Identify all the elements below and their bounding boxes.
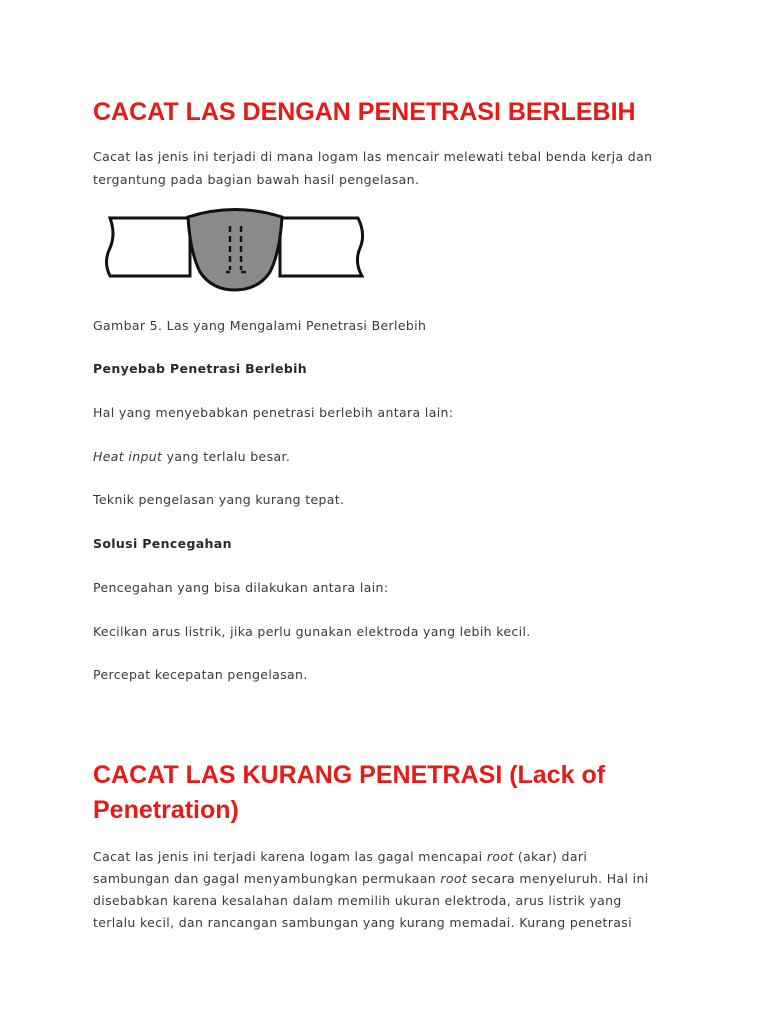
cause-item-2: Teknik pengelasan yang kurang tepat. bbox=[93, 492, 345, 507]
body-line-1 bbox=[93, 846, 683, 868]
solution-item-1: Kecilkan arus listrik, jika perlu gunakan elektroda yang lebih kecil. bbox=[93, 624, 531, 639]
figure-caption: Gambar 5. Las yang Mengalami Penetrasi Berlebih bbox=[93, 318, 427, 333]
root-term: root bbox=[486, 849, 514, 864]
section-title-lack-of-penetration-line-2: Penetration) bbox=[93, 796, 239, 824]
body-line-2-a: sambungan dan gagal menyambungkan permukaan bbox=[93, 871, 441, 886]
left-plate bbox=[107, 218, 191, 276]
weld-excess-penetration-figure bbox=[100, 206, 375, 292]
root-term: root bbox=[440, 871, 468, 886]
body-line-1-a: Cacat las jenis ini terjadi karena logam las gagal mencapai bbox=[93, 849, 487, 864]
body-line-1-b: (akar) dari bbox=[513, 849, 588, 864]
intro-line-1: Cacat las jenis ini terjadi di mana logam las mencair melewati tebal benda kerja dan bbox=[93, 149, 653, 164]
body-line-3: disebabkan karena kesalahan dalam memilih ukuran elektroda, arus listrik yang bbox=[93, 893, 622, 908]
body-line-2-b: secara menyeluruh. Hal ini bbox=[467, 871, 649, 886]
intro-line-2: tergantung pada bagian bawah hasil pengelasan. bbox=[93, 172, 420, 187]
cause-heading: Penyebab Penetrasi Berlebih bbox=[93, 361, 308, 376]
cause-item-1-rest: yang terlalu besar. bbox=[162, 449, 291, 464]
heat-input-term: Heat input bbox=[93, 449, 163, 464]
weld-metal bbox=[188, 210, 282, 291]
section-title-lack-of-penetration-line-1: CACAT LAS KURANG PENETRASI (Lack of bbox=[93, 761, 606, 789]
right-plate bbox=[280, 218, 363, 276]
section-title-excess-penetration: CACAT LAS DENGAN PENETRASI BERLEBIH bbox=[93, 98, 636, 126]
cause-item-1 bbox=[93, 446, 683, 468]
cause-intro: Hal yang menyebabkan penetrasi berlebih antara lain: bbox=[93, 405, 454, 420]
solution-intro: Pencegahan yang bisa dilakukan antara lain: bbox=[93, 580, 389, 595]
solution-heading: Solusi Pencegahan bbox=[93, 536, 232, 551]
body-line-2 bbox=[93, 868, 683, 890]
body-line-4: terlalu kecil, dan rancangan sambungan yang kurang memadai. Kurang penetrasi bbox=[93, 915, 632, 930]
solution-item-2: Percepat kecepatan pengelasan. bbox=[93, 667, 308, 682]
